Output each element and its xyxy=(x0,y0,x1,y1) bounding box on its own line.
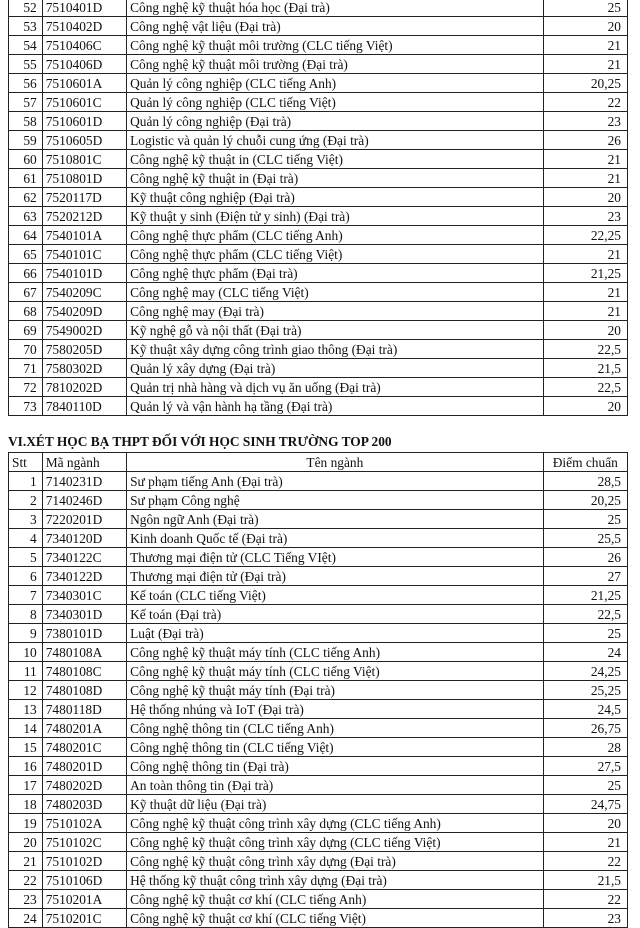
row-stt: 5 xyxy=(9,548,43,567)
row-stt: 16 xyxy=(9,757,43,776)
row-code: 7540101A xyxy=(42,226,126,245)
table-row xyxy=(9,719,628,738)
row-score: 25 xyxy=(543,624,627,643)
row-code: 7340301C xyxy=(42,586,126,605)
admission-table-continued-body xyxy=(9,0,628,416)
table-row xyxy=(9,681,628,700)
table-row xyxy=(9,55,628,74)
row-code: 7340122C xyxy=(42,548,126,567)
table-row xyxy=(9,510,628,529)
row-stt: 68 xyxy=(9,302,43,321)
table-row xyxy=(9,529,628,548)
table-row xyxy=(9,131,628,150)
row-name: Công nghệ kỹ thuật in (Đại trà) xyxy=(127,169,544,188)
row-code: 7480201D xyxy=(42,757,126,776)
row-code: 7480108C xyxy=(42,662,126,681)
row-stt: 2 xyxy=(9,491,43,510)
row-score: 21,25 xyxy=(543,264,627,283)
row-name: Kỹ thuật công nghiệp (Đại trà) xyxy=(127,188,544,207)
row-name: Kinh doanh Quốc tế (Đại trà) xyxy=(127,529,544,548)
admission-table-continued xyxy=(8,0,628,416)
row-stt: 4 xyxy=(9,529,43,548)
table-row xyxy=(9,17,628,36)
row-score: 21 xyxy=(543,833,627,852)
table-row xyxy=(9,757,628,776)
row-code: 7480108A xyxy=(42,643,126,662)
row-stt: 11 xyxy=(9,662,43,681)
row-name: Quản lý xây dựng (Đại trà) xyxy=(127,359,544,378)
table-row xyxy=(9,871,628,890)
admission-table-top200-body xyxy=(9,472,628,928)
section-heading: VI.XÉT HỌC BẠ THPT ĐỐI VỚI HỌC SINH TRƯỜNG TOP 200 xyxy=(8,434,392,449)
row-stt: 65 xyxy=(9,245,43,264)
row-score: 22,5 xyxy=(543,378,627,397)
table-row xyxy=(9,207,628,226)
row-stt: 64 xyxy=(9,226,43,245)
row-score: 20,25 xyxy=(543,491,627,510)
row-name: Công nghệ kỹ thuật công trình xây dựng (CLC tiếng Anh) xyxy=(127,814,544,833)
row-score: 21 xyxy=(543,283,627,302)
row-stt: 17 xyxy=(9,776,43,795)
row-score: 28,5 xyxy=(543,472,627,491)
row-name: Kỹ thuật y sinh (Điện tử y sinh) (Đại trà) xyxy=(127,207,544,226)
row-score: 20 xyxy=(543,188,627,207)
row-score: 20 xyxy=(543,814,627,833)
row-stt: 70 xyxy=(9,340,43,359)
row-code: 7510102C xyxy=(42,833,126,852)
table-row xyxy=(9,169,628,188)
row-name: Công nghệ kỹ thuật in (CLC tiếng Việt) xyxy=(127,150,544,169)
row-score: 25,25 xyxy=(543,681,627,700)
row-code: 7510401D xyxy=(42,0,126,17)
row-stt: 73 xyxy=(9,397,43,416)
row-stt: 57 xyxy=(9,93,43,112)
row-stt: 10 xyxy=(9,643,43,662)
row-code: 7480201C xyxy=(42,738,126,757)
row-name: Công nghệ kỹ thuật công trình xây dựng (Đại trà) xyxy=(127,852,544,871)
row-stt: 6 xyxy=(9,567,43,586)
row-name: Quản trị nhà hàng và dịch vụ ăn uống (Đại trà) xyxy=(127,378,544,397)
row-name: Công nghệ kỹ thuật công trình xây dựng (CLC tiếng Việt) xyxy=(127,833,544,852)
row-code: 7340122D xyxy=(42,567,126,586)
row-stt: 1 xyxy=(9,472,43,491)
table-row xyxy=(9,340,628,359)
table-row xyxy=(9,662,628,681)
row-code: 7580302D xyxy=(42,359,126,378)
row-name: Công nghệ kỹ thuật máy tính (Đại trà) xyxy=(127,681,544,700)
row-score: 21 xyxy=(543,36,627,55)
row-code: 7510102A xyxy=(42,814,126,833)
table-row xyxy=(9,909,628,928)
row-name: Công nghệ thông tin (CLC tiếng Việt) xyxy=(127,738,544,757)
row-code: 7510801C xyxy=(42,150,126,169)
table-row xyxy=(9,624,628,643)
table-row xyxy=(9,226,628,245)
table-row xyxy=(9,814,628,833)
row-score: 21 xyxy=(543,55,627,74)
row-stt: 7 xyxy=(9,586,43,605)
table-row xyxy=(9,586,628,605)
row-stt: 62 xyxy=(9,188,43,207)
row-stt: 52 xyxy=(9,0,43,17)
table-row xyxy=(9,378,628,397)
row-name: Kỹ thuật dữ liệu (Đại trà) xyxy=(127,795,544,814)
row-code: 7510402D xyxy=(42,17,126,36)
row-name: Công nghệ kỹ thuật máy tính (CLC tiếng Việt) xyxy=(127,662,544,681)
row-name: Luật (Đại trà) xyxy=(127,624,544,643)
row-score: 23 xyxy=(543,112,627,131)
row-code: 7510201A xyxy=(42,890,126,909)
row-code: 7540209D xyxy=(42,302,126,321)
row-code: 7510601D xyxy=(42,112,126,131)
row-score: 21,5 xyxy=(543,871,627,890)
header-code: Mã ngành xyxy=(42,453,126,472)
header-score: Điểm chuẩn xyxy=(543,453,627,472)
row-name: Quản lý công nghiệp (CLC tiếng Việt) xyxy=(127,93,544,112)
table-row xyxy=(9,112,628,131)
row-name: Kế toán (CLC tiếng Việt) xyxy=(127,586,544,605)
table-row xyxy=(9,605,628,624)
row-name: Công nghệ may (Đại trà) xyxy=(127,302,544,321)
table-row xyxy=(9,397,628,416)
row-score: 26 xyxy=(543,548,627,567)
row-score: 21,5 xyxy=(543,359,627,378)
row-stt: 58 xyxy=(9,112,43,131)
row-name: Kế toán (Đại trà) xyxy=(127,605,544,624)
row-score: 26,75 xyxy=(543,719,627,738)
row-stt: 12 xyxy=(9,681,43,700)
row-stt: 54 xyxy=(9,36,43,55)
row-score: 26 xyxy=(543,131,627,150)
table-row xyxy=(9,264,628,283)
row-name: Công nghệ may (CLC tiếng Việt) xyxy=(127,283,544,302)
row-score: 27 xyxy=(543,567,627,586)
row-score: 21 xyxy=(543,150,627,169)
header-name: Tên ngành xyxy=(127,453,544,472)
row-score: 21 xyxy=(543,245,627,264)
table-row xyxy=(9,833,628,852)
row-stt: 22 xyxy=(9,871,43,890)
row-name: Quản lý và vận hành hạ tầng (Đại trà) xyxy=(127,397,544,416)
row-score: 21 xyxy=(543,169,627,188)
row-score: 24 xyxy=(543,643,627,662)
row-score: 24,5 xyxy=(543,700,627,719)
row-name: Quản lý công nghiệp (Đại trà) xyxy=(127,112,544,131)
row-stt: 61 xyxy=(9,169,43,188)
table-row xyxy=(9,491,628,510)
row-name: Công nghệ thực phẩm (Đại trà) xyxy=(127,264,544,283)
row-stt: 21 xyxy=(9,852,43,871)
row-code: 7810202D xyxy=(42,378,126,397)
row-stt: 56 xyxy=(9,74,43,93)
row-name: Công nghệ kỹ thuật hóa học (Đại trà) xyxy=(127,0,544,17)
table-row xyxy=(9,359,628,378)
table-row xyxy=(9,738,628,757)
table-row xyxy=(9,245,628,264)
row-stt: 8 xyxy=(9,605,43,624)
row-code: 7549002D xyxy=(42,321,126,340)
row-code: 7480203D xyxy=(42,795,126,814)
row-score: 20,25 xyxy=(543,74,627,93)
table-row xyxy=(9,700,628,719)
row-code: 7520117D xyxy=(42,188,126,207)
row-code: 7510601A xyxy=(42,74,126,93)
row-name: Thương mại điện tử (CLC Tiếng VIệt) xyxy=(127,548,544,567)
row-score: 20 xyxy=(543,397,627,416)
row-name: Công nghệ kỹ thuật cơ khí (CLC tiếng Anh) xyxy=(127,890,544,909)
row-stt: 53 xyxy=(9,17,43,36)
row-name: Hệ thống nhúng và IoT (Đại trà) xyxy=(127,700,544,719)
row-code: 7140246D xyxy=(42,491,126,510)
row-code: 7580205D xyxy=(42,340,126,359)
row-score: 22,25 xyxy=(543,226,627,245)
row-stt: 20 xyxy=(9,833,43,852)
row-name: Công nghệ kỹ thuật môi trường (CLC tiếng Việt) xyxy=(127,36,544,55)
row-stt: 59 xyxy=(9,131,43,150)
row-score: 22 xyxy=(543,93,627,112)
row-code: 7380101D xyxy=(42,624,126,643)
row-score: 22 xyxy=(543,890,627,909)
row-code: 7510102D xyxy=(42,852,126,871)
admission-table-top200 xyxy=(8,452,628,928)
row-stt: 55 xyxy=(9,55,43,74)
row-stt: 23 xyxy=(9,890,43,909)
table-row xyxy=(9,93,628,112)
table-row xyxy=(9,150,628,169)
row-code: 7520212D xyxy=(42,207,126,226)
row-stt: 69 xyxy=(9,321,43,340)
table-row xyxy=(9,643,628,662)
table-row xyxy=(9,321,628,340)
table-row xyxy=(9,283,628,302)
row-stt: 72 xyxy=(9,378,43,397)
row-code: 7480201A xyxy=(42,719,126,738)
table-row xyxy=(9,472,628,491)
row-name: Quản lý công nghiệp (CLC tiếng Anh) xyxy=(127,74,544,93)
row-name: Kỹ nghệ gỗ và nội thất (Đại trà) xyxy=(127,321,544,340)
row-score: 25 xyxy=(543,776,627,795)
row-code: 7480118D xyxy=(42,700,126,719)
row-stt: 14 xyxy=(9,719,43,738)
table-row xyxy=(9,852,628,871)
table-row xyxy=(9,188,628,207)
row-name: Công nghệ kỹ thuật môi trường (Đại trà) xyxy=(127,55,544,74)
row-score: 25 xyxy=(543,0,627,17)
row-stt: 63 xyxy=(9,207,43,226)
row-stt: 15 xyxy=(9,738,43,757)
row-stt: 19 xyxy=(9,814,43,833)
row-stt: 3 xyxy=(9,510,43,529)
table-row xyxy=(9,548,628,567)
row-score: 23 xyxy=(543,207,627,226)
row-stt: 67 xyxy=(9,283,43,302)
row-score: 25 xyxy=(543,510,627,529)
row-name: Công nghệ thực phẩm (CLC tiếng Anh) xyxy=(127,226,544,245)
row-score: 28 xyxy=(543,738,627,757)
table-row xyxy=(9,0,628,17)
row-score: 20 xyxy=(543,17,627,36)
row-code: 7480202D xyxy=(42,776,126,795)
row-code: 7340120D xyxy=(42,529,126,548)
row-code: 7510106D xyxy=(42,871,126,890)
row-code: 7480108D xyxy=(42,681,126,700)
row-code: 7220201D xyxy=(42,510,126,529)
row-name: Công nghệ thông tin (Đại trà) xyxy=(127,757,544,776)
row-name: Công nghệ kỹ thuật cơ khí (CLC tiếng Việt) xyxy=(127,909,544,928)
row-stt: 13 xyxy=(9,700,43,719)
row-name: Logistic và quản lý chuỗi cung ứng (Đại trà) xyxy=(127,131,544,150)
row-stt: 71 xyxy=(9,359,43,378)
row-score: 21,25 xyxy=(543,586,627,605)
table-row xyxy=(9,776,628,795)
row-stt: 18 xyxy=(9,795,43,814)
row-code: 7140231D xyxy=(42,472,126,491)
row-name: Công nghệ thông tin (CLC tiếng Anh) xyxy=(127,719,544,738)
row-code: 7510801D xyxy=(42,169,126,188)
row-code: 7540101C xyxy=(42,245,126,264)
row-code: 7540209C xyxy=(42,283,126,302)
row-score: 22 xyxy=(543,852,627,871)
row-score: 20 xyxy=(543,321,627,340)
row-score: 21 xyxy=(543,302,627,321)
table-row xyxy=(9,36,628,55)
row-name: Kỹ thuật xây dựng công trình giao thông (Đại trà) xyxy=(127,340,544,359)
row-code: 7510201C xyxy=(42,909,126,928)
row-stt: 66 xyxy=(9,264,43,283)
row-name: An toàn thông tin (Đại trà) xyxy=(127,776,544,795)
row-name: Sư phạm tiếng Anh (Đại trà) xyxy=(127,472,544,491)
row-code: 7340301D xyxy=(42,605,126,624)
row-score: 27,5 xyxy=(543,757,627,776)
table-row xyxy=(9,890,628,909)
row-score: 23 xyxy=(543,909,627,928)
row-code: 7540101D xyxy=(42,264,126,283)
row-score: 24,75 xyxy=(543,795,627,814)
row-code: 7510406D xyxy=(42,55,126,74)
row-name: Công nghệ kỹ thuật máy tính (CLC tiếng Anh) xyxy=(127,643,544,662)
row-code: 7510406C xyxy=(42,36,126,55)
row-name: Sư phạm Công nghệ xyxy=(127,491,544,510)
row-score: 24,25 xyxy=(543,662,627,681)
row-name: Thương mại điện tử (Đại trà) xyxy=(127,567,544,586)
table-row xyxy=(9,567,628,586)
table-row xyxy=(9,795,628,814)
row-stt: 60 xyxy=(9,150,43,169)
header-stt: Stt xyxy=(9,453,43,472)
row-stt: 24 xyxy=(9,909,43,928)
row-stt: 9 xyxy=(9,624,43,643)
row-name: Hệ thống kỹ thuật công trình xây dựng (Đại trà) xyxy=(127,871,544,890)
table-row xyxy=(9,74,628,93)
table-header-row xyxy=(9,453,628,472)
table-row xyxy=(9,302,628,321)
row-code: 7510605D xyxy=(42,131,126,150)
row-score: 22,5 xyxy=(543,340,627,359)
row-score: 22,5 xyxy=(543,605,627,624)
row-name: Công nghệ thực phẩm (CLC tiếng Việt) xyxy=(127,245,544,264)
row-code: 7510601C xyxy=(42,93,126,112)
row-name: Công nghệ vật liệu (Đại trà) xyxy=(127,17,544,36)
row-score: 25,5 xyxy=(543,529,627,548)
row-name: Ngôn ngữ Anh (Đại trà) xyxy=(127,510,544,529)
row-code: 7840110D xyxy=(42,397,126,416)
